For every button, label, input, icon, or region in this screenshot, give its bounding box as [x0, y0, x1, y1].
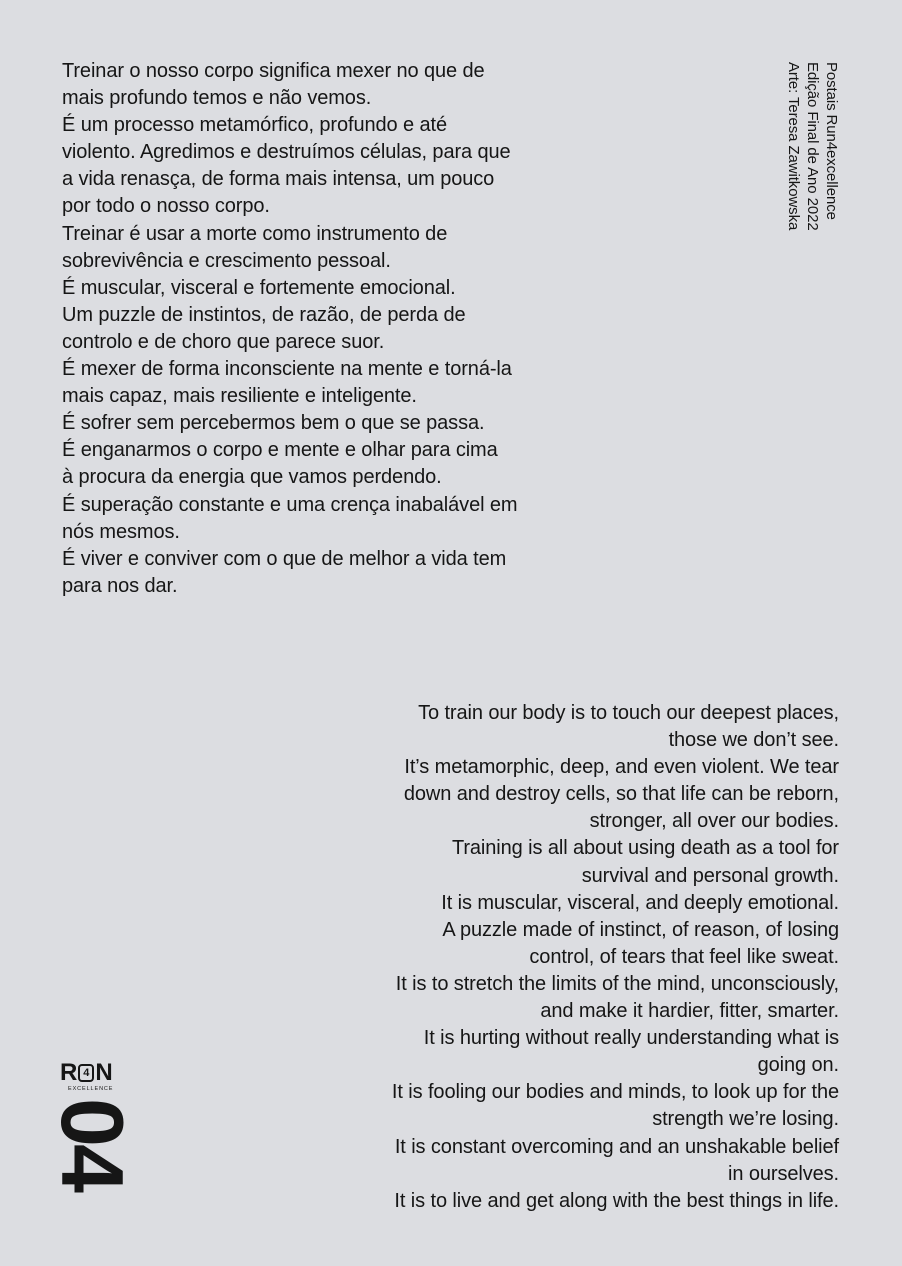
vertical-credits: [781, 62, 841, 262]
english-line: stronger, all over our bodies.: [589, 810, 839, 833]
portuguese-line: sobrevivência e crescimento pessoal.: [62, 249, 391, 272]
portuguese-line: mais capaz, mais resiliente e inteligente.: [62, 385, 417, 408]
credit-series: Postais Run4excellence: [823, 62, 840, 220]
logo-letter-r: R: [60, 1059, 78, 1086]
credit-artist: Arte: Teresa Zawitkowska: [785, 62, 802, 231]
english-line: A puzzle made of instinct, of reason, of losing: [442, 918, 839, 941]
issue-number: [43, 1098, 142, 1204]
logo-wordmark: [60, 1061, 124, 1085]
english-line: strength we’re losing.: [652, 1108, 839, 1131]
portuguese-line: à procura da energia que vamos perdendo.: [62, 466, 442, 489]
portuguese-line: Um puzzle de instintos, de razão, de perda de: [62, 303, 466, 326]
english-line: and make it hardier, fitter, smarter.: [540, 1000, 839, 1023]
credit-edition: Edição Final de Ano 2022: [804, 62, 821, 231]
portuguese-line: mais profundo temos e não vemos.: [62, 87, 372, 110]
english-line: survival and personal growth.: [581, 864, 839, 887]
english-line: It’s metamorphic, deep, and even violent. We tear: [404, 756, 839, 779]
logo-letter-n: N: [95, 1059, 113, 1086]
logo-subtitle: EXCELLENCE: [68, 1086, 114, 1092]
portuguese-line: nós mesmos.: [62, 520, 180, 543]
portuguese-line: a vida renasça, de forma mais intensa, um pouco: [62, 168, 495, 191]
english-line: It is hurting without really understanding what is: [423, 1027, 839, 1050]
logo-number-box: 4: [78, 1064, 94, 1082]
english-line: those we don’t see.: [668, 729, 839, 752]
portuguese-line: É viver e conviver com o que de melhor a vida tem: [62, 547, 507, 570]
english-line: Training is all about using death as a tool for: [451, 837, 839, 860]
english-line: To train our body is to touch our deepest places,: [418, 702, 839, 724]
portuguese-line: para nos dar.: [62, 574, 178, 597]
portuguese-line: Treinar o nosso corpo significa mexer no que de: [62, 60, 485, 82]
english-line: control, of tears that feel like sweat.: [529, 945, 839, 968]
portuguese-line: controlo e de choro que parece suor.: [62, 330, 385, 353]
english-line: going on.: [757, 1054, 839, 1077]
english-line: It is constant overcoming and an unshakable belief: [394, 1135, 839, 1158]
english-line: It is fooling our bodies and minds, to look up for the: [391, 1081, 839, 1104]
portuguese-line: É superação constante e uma crença inabalável em: [62, 493, 518, 516]
portuguese-text-block: [62, 58, 582, 600]
english-line: down and destroy cells, so that life can be reborn,: [403, 783, 839, 806]
portuguese-line: É enganarmos o corpo e mente e olhar para cima: [62, 439, 498, 462]
portuguese-line: É muscular, visceral e fortemente emocional.: [62, 276, 456, 299]
english-text-block: [319, 700, 839, 1215]
issue-number-text: 04: [43, 1098, 142, 1190]
run4excellence-logo: [60, 1061, 124, 1095]
english-line: in ourselves.: [728, 1162, 839, 1185]
portuguese-line: por todo o nosso corpo.: [62, 195, 270, 218]
portuguese-line: É mexer de forma inconsciente na mente e torná-la: [62, 358, 512, 381]
english-line: It is muscular, visceral, and deeply emotional.: [441, 891, 839, 914]
portuguese-line: É um processo metamórfico, profundo e até: [62, 114, 447, 137]
portuguese-line: violento. Agredimos e destruímos células, para que: [62, 141, 511, 164]
portuguese-line: É sofrer sem percebermos bem o que se passa.: [62, 412, 485, 435]
english-line: It is to stretch the limits of the mind, unconsciously,: [395, 972, 839, 995]
english-line: It is to live and get along with the best things in life.: [394, 1189, 839, 1212]
portuguese-line: Treinar é usar a morte como instrumento de: [62, 222, 448, 245]
